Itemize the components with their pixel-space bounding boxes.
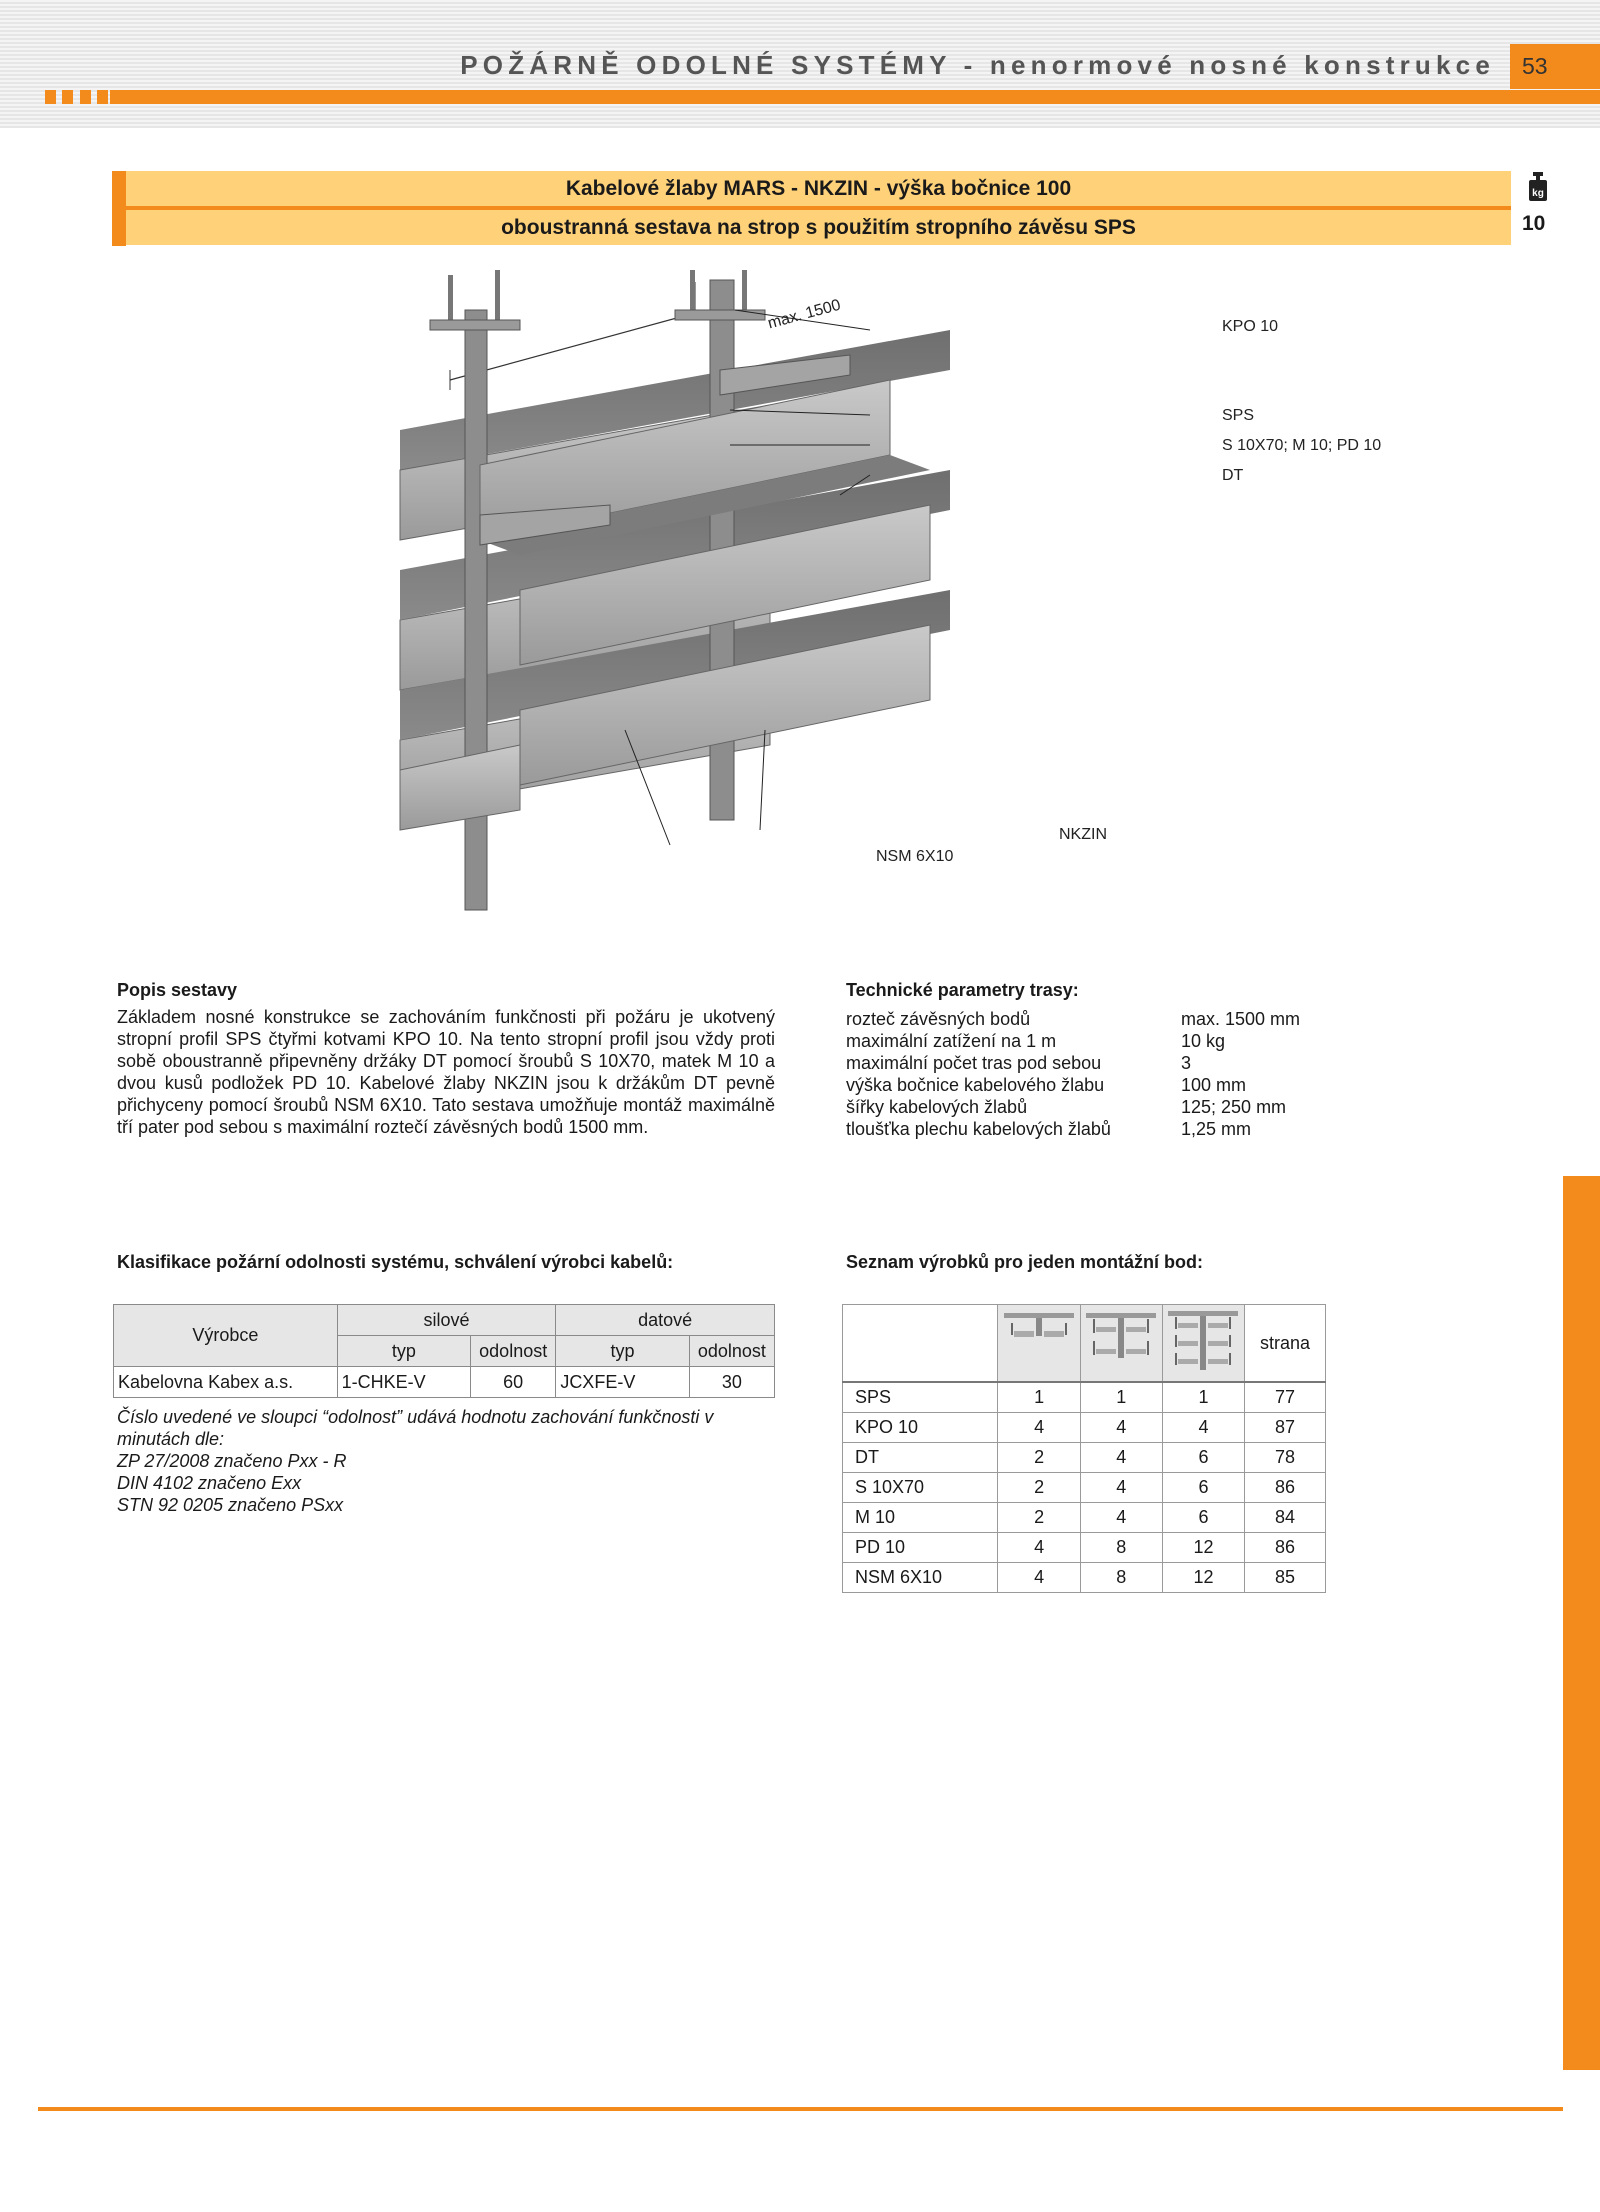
product-name: KPO 10	[843, 1413, 998, 1443]
manufacturer-cell: Kabelovna Kabex a.s.	[114, 1367, 338, 1398]
side-orange-bar	[1563, 1176, 1600, 2070]
col-resistance: odolnost	[471, 1336, 556, 1367]
col-type: typ	[337, 1336, 470, 1367]
page-cell: 84	[1245, 1503, 1326, 1533]
product-name: PD 10	[843, 1533, 998, 1563]
param-value: 1,25 mm	[1181, 1119, 1252, 1139]
group-data: datové	[556, 1305, 775, 1336]
table-row	[114, 1367, 775, 1398]
note-line: ZP 27/2008 značeno Pxx - R	[117, 1451, 347, 1471]
col-type: typ	[556, 1336, 689, 1367]
callout-dt: DT	[1222, 467, 1244, 484]
header-orange-bar	[110, 90, 1600, 104]
page-cell: 78	[1245, 1443, 1326, 1473]
qty-cell: 6	[1162, 1443, 1244, 1473]
page-cell: 77	[1245, 1382, 1326, 1413]
qty-cell: 4	[1080, 1443, 1162, 1473]
note-line: Číslo uvedené ve sloupci “odolnost” udává hodnotu zachování funkčnosti v minutách dle:	[117, 1407, 714, 1449]
callout-nkzin: NKZIN	[1059, 826, 1107, 843]
qty-cell: 4	[1080, 1413, 1162, 1443]
resistance-cell: 30	[689, 1367, 774, 1398]
qty-cell: 1	[998, 1382, 1080, 1413]
header-decor-square	[97, 90, 108, 104]
assembly-illustration	[370, 270, 1430, 930]
page-cell: 87	[1245, 1413, 1326, 1443]
qty-cell: 1	[1162, 1382, 1244, 1413]
blank-header	[843, 1305, 998, 1383]
type-cell: JCXFE-V	[556, 1367, 689, 1398]
page-cell: 86	[1245, 1533, 1326, 1563]
table-row	[843, 1382, 1326, 1413]
qty-cell: 4	[998, 1413, 1080, 1443]
page-cell: 86	[1245, 1473, 1326, 1503]
parameters-heading: Technické parametry trasy:	[846, 980, 1079, 1000]
dimension-label: max. 1500	[766, 296, 843, 333]
param-value: 125; 250 mm	[1181, 1097, 1287, 1117]
products-table	[842, 1304, 1326, 1593]
table-row	[843, 1443, 1326, 1473]
param-label: šířky kabelových žlabů	[846, 1097, 1028, 1117]
description-text: Základem nosné konstrukce se zachováním funkčnosti při požáru je ukotvený stropní profil SPS čtyřmi kotvami KPO 10. Na tento stropní profil jsou vždy proti sobě oboustranně připevněny držáky DT pomocí šroubů S 10X70, matek M 10 a dvou kusů podložek PD 10. Kabelové žlaby NKZIN jsou k držákům DT pevně přichyceny pomocí šroubů NSM 6X10. Tato sestava umožňuje montáž maximálně tří pater pod sebou s maximální roztečí závěsných bodů 1500 mm.	[117, 1007, 775, 1137]
qty-cell: 4	[1080, 1503, 1162, 1533]
note-line: DIN 4102 značeno Exx	[117, 1473, 302, 1493]
product-subtitle: oboustranná sestava na strop s použitím stropního závěsu SPS	[126, 210, 1511, 245]
description-heading: Popis sestavy	[117, 980, 238, 1000]
qty-cell: 8	[1080, 1563, 1162, 1593]
qty-cell: 8	[1080, 1533, 1162, 1563]
classification-heading: Klasifikace požární odolnosti systému, schválení výrobci kabelů:	[117, 1252, 674, 1272]
type-cell: 1-CHKE-V	[337, 1367, 470, 1398]
qty-cell: 6	[1162, 1473, 1244, 1503]
callout-screw: S 10X70; M 10; PD 10	[1222, 437, 1382, 454]
qty-cell: 4	[1080, 1473, 1162, 1503]
param-label: maximální zatížení na 1 m	[846, 1031, 1057, 1051]
param-label: výška bočnice kabelového žlabu	[846, 1075, 1105, 1095]
qty-cell: 4	[998, 1563, 1080, 1593]
product-name: SPS	[843, 1382, 998, 1413]
param-value: max. 1500 mm	[1181, 1009, 1301, 1029]
three-level-assembly-icon	[1162, 1305, 1244, 1383]
qty-cell: 6	[1162, 1503, 1244, 1533]
one-level-assembly-icon	[998, 1305, 1080, 1383]
classification-note	[117, 1406, 767, 1516]
two-level-assembly-icon	[1080, 1305, 1162, 1383]
param-label: tloušťka plechu kabelových žlabů	[846, 1119, 1111, 1139]
callout-nsm: NSM 6X10	[876, 848, 954, 865]
param-value: 10 kg	[1181, 1031, 1226, 1051]
product-name: M 10	[843, 1503, 998, 1533]
param-label: rozteč závěsných bodů	[846, 1009, 1031, 1029]
product-name: DT	[843, 1443, 998, 1473]
col-page: strana	[1245, 1305, 1326, 1383]
table-row	[843, 1473, 1326, 1503]
product-title: Kabelové žlaby MARS - NKZIN - výška bočnice 100	[126, 171, 1511, 206]
weight-kg-icon	[1528, 172, 1548, 202]
col-resistance: odolnost	[689, 1336, 774, 1367]
param-label: maximální počet tras pod sebou	[846, 1053, 1102, 1073]
page-cell: 85	[1245, 1563, 1326, 1593]
callout-sps: SPS	[1222, 407, 1255, 424]
table-row	[843, 1503, 1326, 1533]
qty-cell: 2	[998, 1503, 1080, 1533]
section-title: POŽÁRNĚ ODOLNÉ SYSTÉMY - nenormové nosné konstrukce	[460, 50, 1495, 80]
table-row	[843, 1533, 1326, 1563]
product-name: S 10X70	[843, 1473, 998, 1503]
header-decor-square	[80, 90, 91, 104]
footer-line	[38, 2107, 1563, 2111]
load-value: 10	[1522, 212, 1546, 235]
qty-cell: 1	[1080, 1382, 1162, 1413]
resistance-cell: 60	[471, 1367, 556, 1398]
qty-cell: 2	[998, 1473, 1080, 1503]
qty-cell: 12	[1162, 1533, 1244, 1563]
table-row	[843, 1563, 1326, 1593]
note-line: STN 92 0205 značeno PSxx	[117, 1495, 344, 1515]
products-heading: Seznam výrobků pro jeden montážní bod:	[846, 1252, 1204, 1272]
table-row	[843, 1413, 1326, 1443]
page-number: 53	[1510, 44, 1600, 89]
qty-cell: 2	[998, 1443, 1080, 1473]
header-decor-square	[45, 90, 56, 104]
param-value: 3	[1181, 1053, 1192, 1073]
group-power: silové	[337, 1305, 556, 1336]
qty-cell: 12	[1162, 1563, 1244, 1593]
header-decor-square	[62, 90, 73, 104]
param-value: 100 mm	[1181, 1075, 1247, 1095]
title-accent-strip	[112, 171, 126, 246]
product-name: NSM 6X10	[843, 1563, 998, 1593]
svg-text:kg: kg	[1532, 188, 1544, 199]
qty-cell: 4	[1162, 1413, 1244, 1443]
col-manufacturer: Výrobce	[114, 1305, 338, 1367]
qty-cell: 4	[998, 1533, 1080, 1563]
callout-kpo: KPO 10	[1222, 318, 1279, 335]
classification-table	[113, 1304, 775, 1398]
